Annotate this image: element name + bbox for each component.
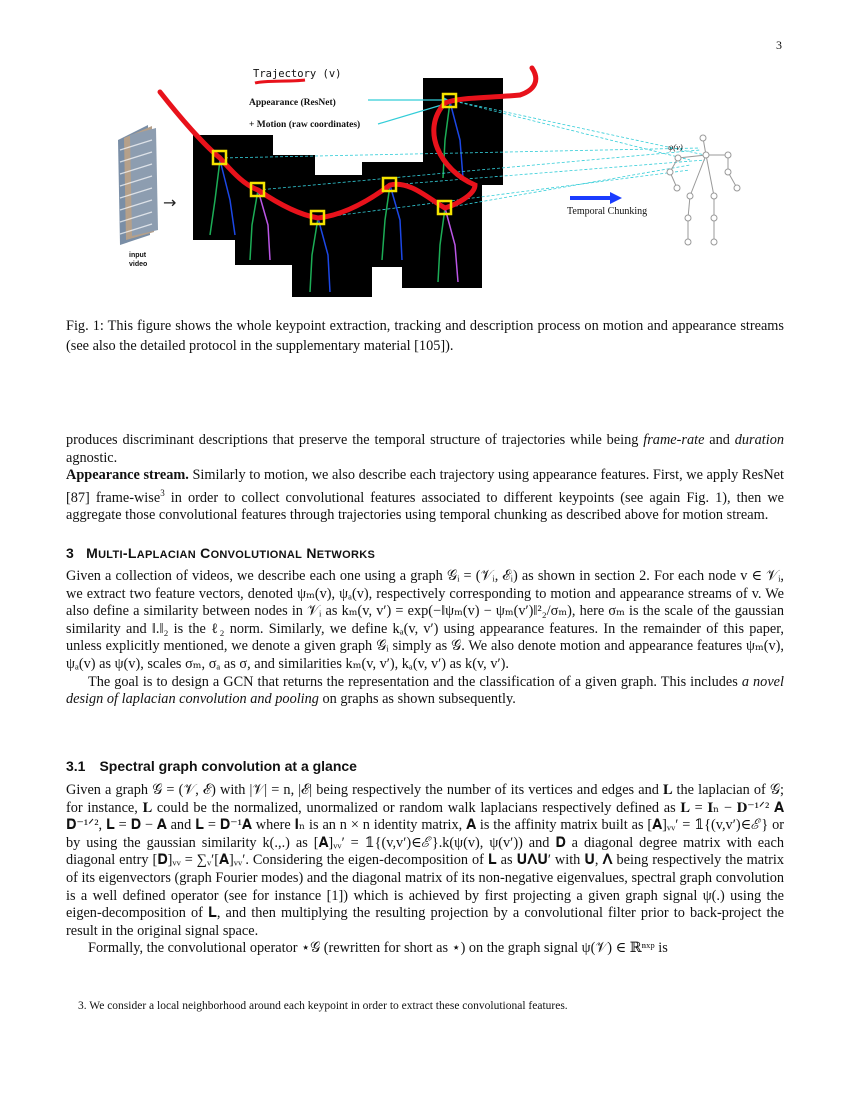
trajectory-label: Trajectory (v) (253, 68, 342, 80)
section-3-1-body (66, 782, 784, 958)
psi-label: ψ(v) (668, 142, 683, 152)
footnote-3: 3. We consider a local neighborhood around each keypoint in order to extract these convolutional features. (78, 1000, 568, 1012)
figure-1 (100, 55, 780, 305)
appearance-label: Appearance (ResNet) (249, 98, 336, 108)
input-video-label-2: video (129, 261, 148, 268)
footnote-ref[interactable]: 3 (160, 487, 165, 498)
page-number: 3 (776, 38, 782, 52)
section-3-1-paragraph-2: Formally, the convolutional operator ⋆𝒢 (rewritten for short as ⋆) on the graph signal ψ(𝒱) ∈ ℝⁿˣᵖ is (88, 940, 668, 957)
appearance-stream-block (66, 432, 784, 525)
motion-label: + Motion (raw coordinates) (249, 120, 361, 130)
paragraph-appearance-stream: Appearance stream. Similarly to motion, we also describe each trajectory using appearance features. First, we apply ResNet [87] frame-wise$^3$ in order to collect convolutional features associated to different keypoints (see again Fig. 1), then we aggregate those convolutional features through trajectories using temporal chunking as described above for motion stream. (66, 467, 785, 524)
section-3-1-heading: 3.1 Spectral graph convolution at a glance (66, 758, 357, 774)
input-video-label-1: input (129, 252, 147, 259)
svg-text:→: → (163, 193, 177, 212)
section-3-body (66, 568, 784, 709)
figure-caption: Fig. 1: This figure shows the whole keypoint extraction, tracking and description process on motion and appearance streams (see also the detailed protocol in the supplementary material [105]). (66, 318, 784, 354)
section-3-paragraph-2: The goal is to design a GCN that returns the representation and the classification of a given graph. This includes a novel design of laplacian convolution and pooling on graphs as shown subsequently. (66, 673, 784, 708)
keypoint-pipeline-diagram (100, 55, 780, 305)
temporal-chunking-label: Temporal Chunking (567, 206, 648, 217)
section-3-1-paragraph-1: Given a graph 𝒢 = (𝒱, ℰ) with |𝒱| = n, |ℰ| being respectively the number of its vertices and edges and 𝐋 the laplacian of 𝒢; for instance, 𝐋 could be the normalized, unormalized or random walk laplacians respectively defined as 𝐋 = 𝐈ₙ − 𝐃⁻¹ᐟ² 𝐀 𝐃⁻¹ᐟ², 𝐋 = 𝐃 − 𝐀 and 𝐋 = 𝐃⁻¹𝐀 where 𝐈ₙ is an n × n identity matrix, 𝐀 is the affinity matrix built as [𝐀]ᵥᵥ′ = 𝟙{(v,v′)∈ℰ} or by using the gaussian similarity k(.,.) as [𝐀]ᵥᵥ′ = 𝟙{(v,v′)∈ℰ}.k(ψ(v), ψ(v′)) and 𝐃 a diagonal degree matrix with each diagonal entry [𝐃]ᵥᵥ = ∑ᵥ′[𝐀]ᵥᵥ′. Considering the eigen-decomposition of 𝐋 as 𝐔𝚲𝐔′ with 𝐔, 𝚲 being respectively the matrix of its eigenvectors (graph Fourier modes) and the diagonal matrix of its non-negative eigenvalues, spectral graph convolution is a well defined operator (see for instance [1]) which is achieved by first projecting a given graph signal ψ(.) using the eigen-decomposition of 𝐋, and then multiplying the resulting projection by a convolutional filter prior to back-project the result in the original signal space. (66, 782, 784, 939)
input-video-stack-icon (118, 125, 158, 245)
section-3-heading: 3 MULTI-LAPLACIAN CONVOLUTIONAL NETWORKS (66, 545, 376, 561)
paragraph-continuation: produces discriminant descriptions that preserve the temporal structure of trajectories while being frame-rate and duration agnostic. (66, 432, 784, 466)
section-3-paragraph-1: Given a collection of videos, we describe each one using a graph 𝒢ᵢ = (𝒱ᵢ, ℰᵢ) as shown in section 2. For each node v ∈ 𝒱ᵢ, we extract two feature vectors, denoted ψₘ(v), ψₐ(v), respectively corresponding to motion and appearance streams of v. We also define a similarity between nodes in 𝒱ᵢ as kₘ(v, v′) = exp(−‖ψₘ(v) − ψₘ(v′)‖²₂/σₘ), here σₘ is the scale of the gaussian similarity and ‖.‖₂ is the ℓ₂ norm. Similarly, we define kₐ(v, v′) using appearance features. In the remainder of this paper, unless explicitly mentioned, we denote a given graph 𝒢ᵢ simply as 𝒢. We also denote motion and appearance features ψₘ(v), ψₐ(v) as ψ(v), scales σₘ, σₐ as σ, and similarities kₘ(v, v′), kₐ(v, v′) as k(v, v′). (66, 568, 784, 672)
